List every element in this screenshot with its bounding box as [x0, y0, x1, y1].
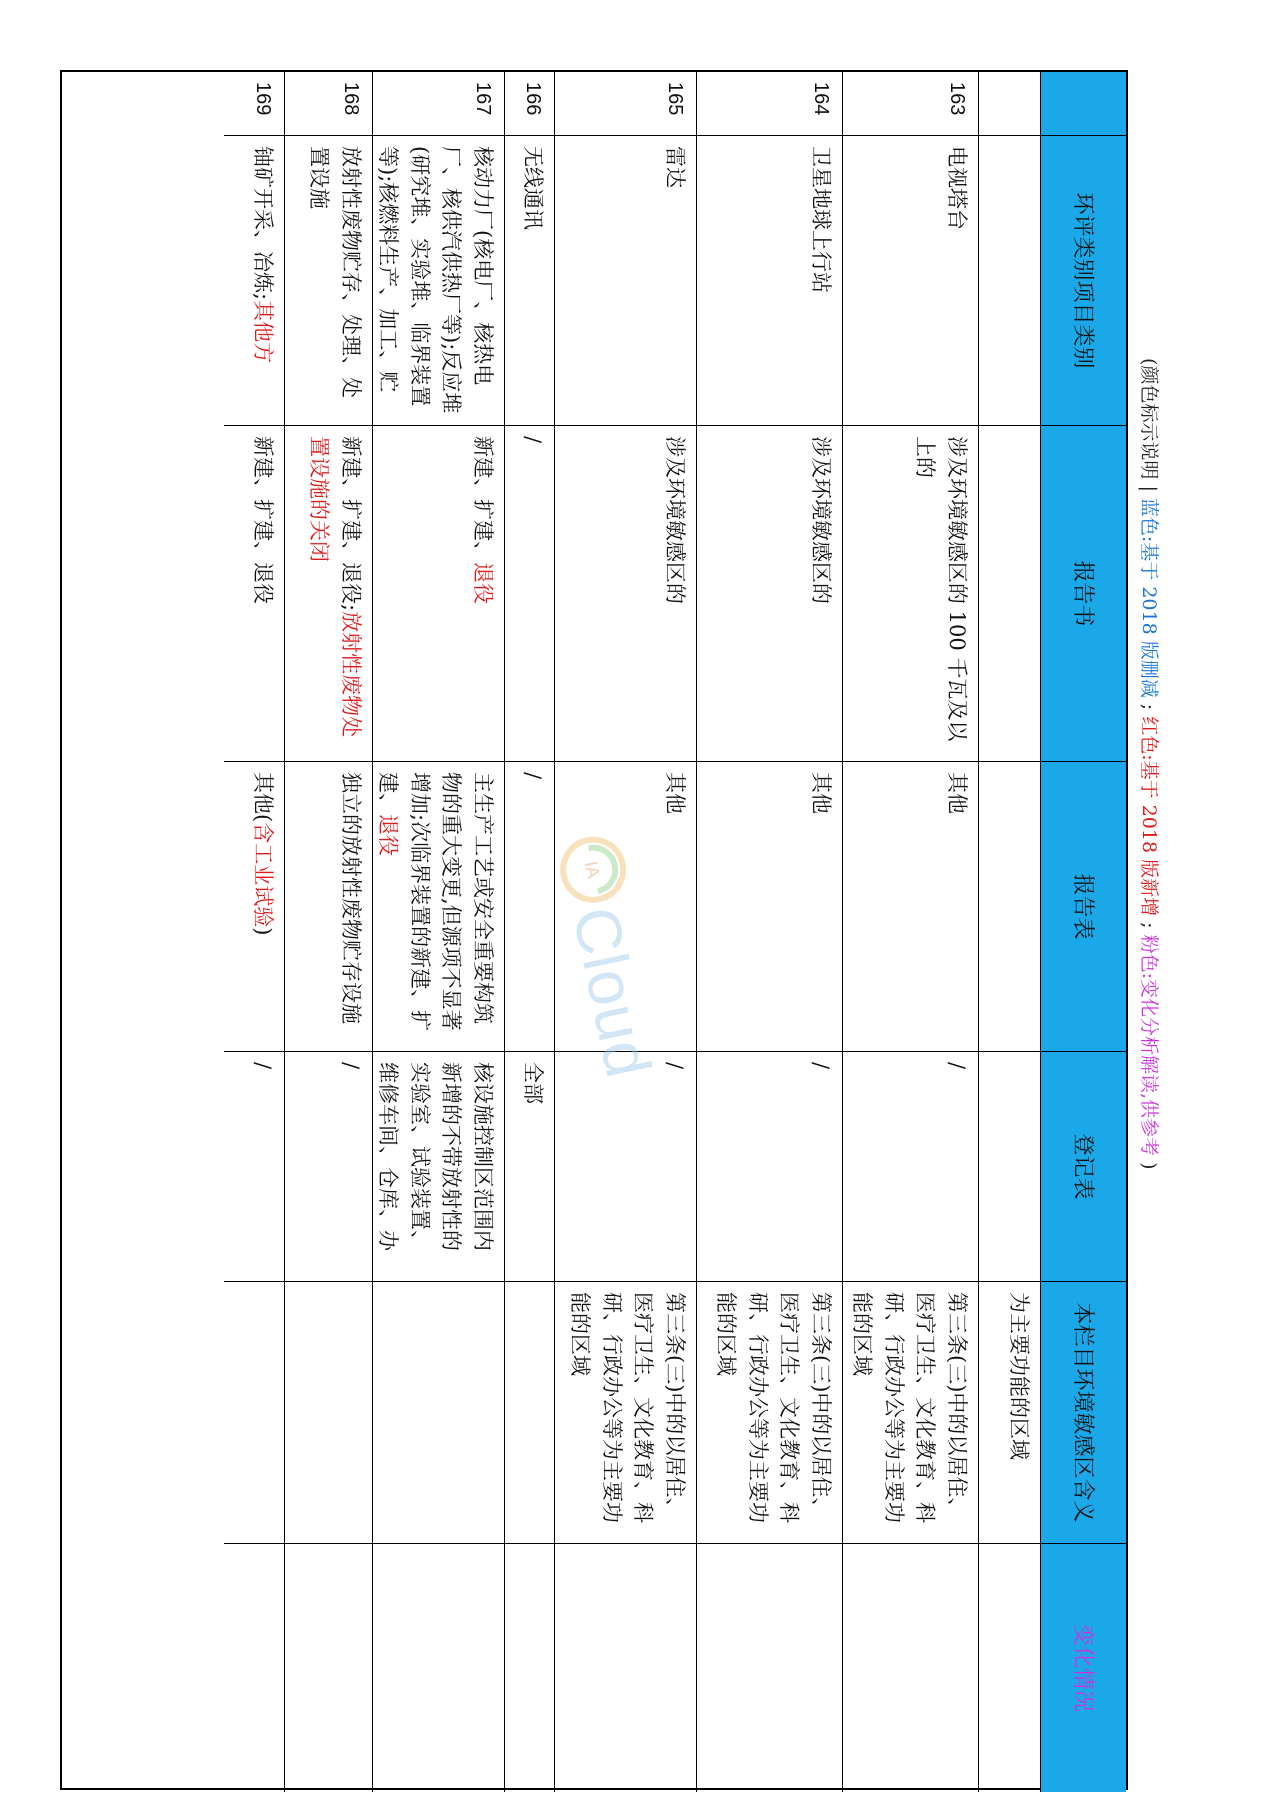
row-num: 167	[372, 72, 504, 136]
header-registration: 登记表	[1040, 1052, 1126, 1282]
row-category: 电视塔台	[842, 136, 978, 426]
watermark-text: Cloud	[558, 900, 666, 1085]
report-book-text: 新建、扩建、	[471, 436, 495, 562]
row-registration	[978, 1052, 1040, 1282]
row-change	[554, 1544, 696, 1792]
row-report-book	[978, 426, 1040, 762]
row-registration: 核设施控制区范围内新增的不带放射性的实验室、试验装置、维修车间、仓库、办	[372, 1052, 504, 1282]
color-legend	[1128, 70, 1170, 1790]
row-change	[842, 1544, 978, 1792]
row-change	[284, 1544, 372, 1792]
row-num: 168	[284, 72, 372, 136]
category-text: 铀矿开采、冶炼;	[251, 146, 275, 301]
row-sensitive-area: 为主要功能的区域	[978, 1282, 1040, 1544]
row-report-book: 涉及环境敏感区的	[554, 426, 696, 762]
row-num: 166	[504, 72, 554, 136]
row-sensitive-area: 第三条(三)中的以居住、医疗卫生、文化教育、科研、行政办公等为主要功能的区域	[554, 1282, 696, 1544]
legend-blue: 蓝色:基于 2018 版删减	[1138, 497, 1160, 698]
row-sensitive-area: 第三条(三)中的以居住、医疗卫生、文化教育、科研、行政办公等为主要功能的区域	[696, 1282, 842, 1544]
row-registration: /	[224, 1052, 284, 1282]
legend-suffix: )	[1138, 1162, 1160, 1170]
report-form-added: 退役	[376, 814, 401, 856]
row-num: 165	[554, 72, 696, 136]
header-change: 变化情况	[1040, 1544, 1126, 1792]
row-report-book	[372, 426, 504, 762]
row-report-book: 涉及环境敏感区的 100 千瓦及以上的	[842, 426, 978, 762]
row-report-form	[372, 762, 504, 1052]
row-report-form: 其他	[554, 762, 696, 1052]
header-report-form: 报告表	[1040, 762, 1126, 1052]
report-form-text: 其他(	[251, 772, 275, 823]
row-change	[504, 1544, 554, 1792]
row-sensitive-area: 第三条(三)中的以居住、医疗卫生、文化教育、科研、行政办公等为主要功能的区域	[842, 1282, 978, 1544]
row-registration: 全部	[504, 1052, 554, 1282]
row-sensitive-area	[224, 1282, 284, 1544]
row-num: 164	[696, 72, 842, 136]
report-form-added: 含工业试验	[251, 822, 275, 928]
legend-red: 红色:基于 2018 版新增	[1138, 716, 1160, 917]
row-category: 雷达	[554, 136, 696, 426]
row-report-book: 涉及环境敏感区的	[696, 426, 842, 762]
row-category	[224, 136, 284, 426]
legend-sep: ;	[1138, 703, 1160, 711]
row-sensitive-area	[284, 1282, 372, 1544]
row-change	[372, 1544, 504, 1792]
row-registration: /	[696, 1052, 842, 1282]
row-report-form	[224, 762, 284, 1052]
row-report-form	[978, 762, 1040, 1052]
row-report-form: 独立的放射性废物贮存设施	[284, 762, 372, 1052]
row-category: 放射性废物贮存、处理、处置设施	[284, 136, 372, 426]
legend-sep: ;	[1138, 922, 1160, 929]
row-registration: /	[554, 1052, 696, 1282]
row-num: 163	[842, 72, 978, 136]
row-category	[978, 136, 1040, 426]
report-book-added: 放射性废物处置设施的关闭	[307, 436, 363, 738]
row-category: 卫星地球上行站	[696, 136, 842, 426]
classification-table	[60, 70, 1128, 1790]
row-num: 169	[224, 72, 284, 136]
header-sensitive-area: 本栏目环境敏感区含义	[1040, 1282, 1126, 1544]
row-category: 无线通讯	[504, 136, 554, 426]
watermark-badge: IA	[580, 859, 604, 881]
row-report-form: 其他	[696, 762, 842, 1052]
row-registration: /	[284, 1052, 372, 1282]
report-book-added: 退役	[471, 562, 495, 604]
row-change	[978, 1544, 1040, 1792]
header-num	[1040, 72, 1126, 136]
rotated-page	[60, 70, 1170, 1790]
row-report-book	[284, 426, 372, 762]
report-form-text: 主生产工艺或安全重要构筑物的重大变更,但源项不显著增加;次临界装置的新建、扩建、	[376, 772, 495, 1032]
row-change	[696, 1544, 842, 1792]
report-form-text-end: )	[251, 927, 275, 936]
header-report-book: 报告书	[1040, 426, 1126, 762]
header-category: 环评类别项目类别	[1040, 136, 1126, 426]
legend-prefix: (颜色标示说明 |	[1138, 358, 1160, 492]
row-change	[224, 1544, 284, 1792]
row-report-form: /	[504, 762, 554, 1052]
legend-pink: 粉色:变化分析解读,供参考	[1138, 934, 1160, 1157]
row-sensitive-area	[504, 1282, 554, 1544]
row-category: 核动力厂(核电厂、核热电厂、核供汽供热厂等);反应堆(研究堆、实验堆、临界装置等);核燃料生产、加工、贮	[372, 136, 504, 426]
row-num	[978, 72, 1040, 136]
category-added: 其他方	[251, 300, 275, 364]
row-report-book: 新建、扩建、退役	[224, 426, 284, 762]
row-sensitive-area	[372, 1282, 504, 1544]
row-registration: /	[842, 1052, 978, 1282]
row-report-form: 其他	[842, 762, 978, 1052]
report-book-text: 新建、扩建、退役;	[339, 436, 363, 612]
row-report-book: /	[504, 426, 554, 762]
